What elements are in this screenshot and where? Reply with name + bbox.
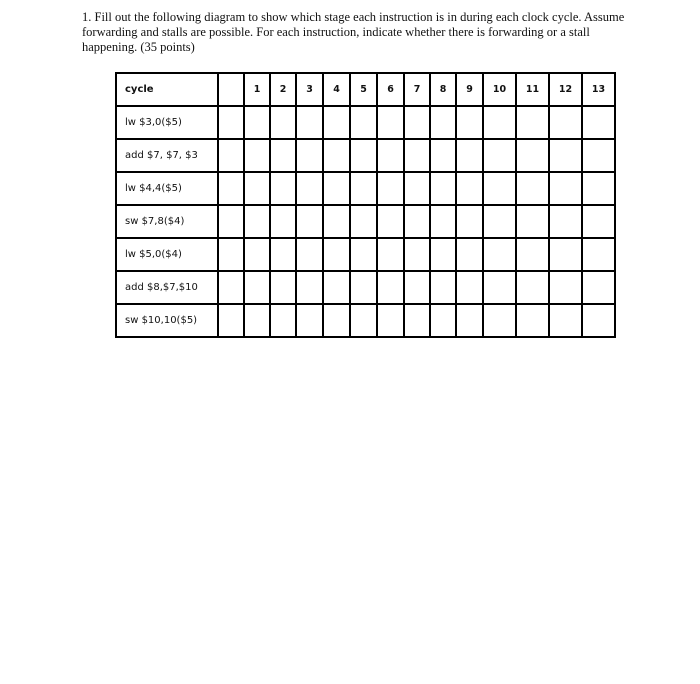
- stage-cell[interactable]: [377, 139, 404, 172]
- stage-cell[interactable]: [456, 304, 483, 337]
- stage-cell[interactable]: [549, 139, 582, 172]
- stage-cell[interactable]: [456, 238, 483, 271]
- cycle-header-9: 9: [456, 73, 483, 106]
- stage-cell[interactable]: [483, 172, 516, 205]
- cycle-header-11: 11: [516, 73, 549, 106]
- stage-cell[interactable]: [430, 172, 456, 205]
- stage-cell[interactable]: [456, 205, 483, 238]
- stage-cell[interactable]: [549, 106, 582, 139]
- stage-cell[interactable]: [296, 172, 323, 205]
- stage-cell[interactable]: [430, 205, 456, 238]
- stage-cell[interactable]: [483, 271, 516, 304]
- stage-cell[interactable]: [549, 238, 582, 271]
- stage-cell[interactable]: [270, 106, 296, 139]
- cycle-header-3: 3: [296, 73, 323, 106]
- stage-cell[interactable]: [377, 271, 404, 304]
- cycle-header-6: 6: [377, 73, 404, 106]
- stage-cell[interactable]: [350, 271, 377, 304]
- stage-cell[interactable]: [404, 271, 430, 304]
- stage-cell[interactable]: [582, 205, 615, 238]
- stage-cell[interactable]: [350, 238, 377, 271]
- row-spacer: [218, 304, 244, 337]
- instruction-row: [116, 205, 615, 238]
- pipeline-diagram-table: [115, 72, 616, 338]
- stage-cell[interactable]: [350, 205, 377, 238]
- stage-cell[interactable]: [323, 172, 350, 205]
- stage-cell[interactable]: [296, 238, 323, 271]
- stage-cell[interactable]: [244, 106, 270, 139]
- stage-cell[interactable]: [270, 139, 296, 172]
- instruction-label: sw $7,8($4): [116, 205, 218, 238]
- stage-cell[interactable]: [377, 238, 404, 271]
- stage-cell[interactable]: [516, 238, 549, 271]
- stage-cell[interactable]: [377, 205, 404, 238]
- stage-cell[interactable]: [483, 304, 516, 337]
- instruction-row: [116, 304, 615, 337]
- stage-cell[interactable]: [244, 205, 270, 238]
- stage-cell[interactable]: [296, 205, 323, 238]
- stage-cell[interactable]: [323, 106, 350, 139]
- stage-cell[interactable]: [582, 304, 615, 337]
- stage-cell[interactable]: [270, 304, 296, 337]
- stage-cell[interactable]: [296, 106, 323, 139]
- stage-cell[interactable]: [404, 304, 430, 337]
- instruction-label: lw $3,0($5): [116, 106, 218, 139]
- stage-cell[interactable]: [244, 271, 270, 304]
- stage-cell[interactable]: [377, 172, 404, 205]
- row-spacer: [218, 106, 244, 139]
- stage-cell[interactable]: [270, 172, 296, 205]
- stage-cell[interactable]: [350, 139, 377, 172]
- cycle-header-10: 10: [483, 73, 516, 106]
- stage-cell[interactable]: [244, 238, 270, 271]
- cycle-header-label: cycle: [116, 73, 218, 106]
- stage-cell[interactable]: [549, 172, 582, 205]
- stage-cell[interactable]: [404, 172, 430, 205]
- stage-cell[interactable]: [296, 271, 323, 304]
- cycle-header-12: 12: [549, 73, 582, 106]
- stage-cell[interactable]: [516, 304, 549, 337]
- cycle-header-5: 5: [350, 73, 377, 106]
- header-spacer: [218, 73, 244, 106]
- instruction-row: [116, 238, 615, 271]
- stage-cell[interactable]: [456, 172, 483, 205]
- instruction-label: lw $5,0($4): [116, 238, 218, 271]
- instruction-row: [116, 172, 615, 205]
- stage-cell[interactable]: [270, 271, 296, 304]
- stage-cell[interactable]: [323, 139, 350, 172]
- stage-cell[interactable]: [270, 205, 296, 238]
- instruction-label: add $8,$7,$10: [116, 271, 218, 304]
- cycle-header-4: 4: [323, 73, 350, 106]
- stage-cell[interactable]: [549, 205, 582, 238]
- stage-cell[interactable]: [377, 106, 404, 139]
- stage-cell[interactable]: [516, 106, 549, 139]
- stage-cell[interactable]: [270, 238, 296, 271]
- stage-cell[interactable]: [323, 205, 350, 238]
- stage-cell[interactable]: [516, 172, 549, 205]
- header-row: [116, 73, 615, 106]
- stage-cell[interactable]: [404, 106, 430, 139]
- instruction-label: lw $4,4($5): [116, 172, 218, 205]
- stage-cell[interactable]: [323, 304, 350, 337]
- stage-cell[interactable]: [582, 139, 615, 172]
- stage-cell[interactable]: [377, 304, 404, 337]
- stage-cell[interactable]: [456, 139, 483, 172]
- stage-cell[interactable]: [516, 139, 549, 172]
- stage-cell[interactable]: [582, 172, 615, 205]
- stage-cell[interactable]: [582, 106, 615, 139]
- stage-cell[interactable]: [456, 106, 483, 139]
- cycle-header-1: 1: [244, 73, 270, 106]
- instruction-label: sw $10,10($5): [116, 304, 218, 337]
- row-spacer: [218, 271, 244, 304]
- stage-cell[interactable]: [430, 304, 456, 337]
- stage-cell[interactable]: [430, 271, 456, 304]
- stage-cell[interactable]: [430, 238, 456, 271]
- stage-cell[interactable]: [549, 304, 582, 337]
- stage-cell[interactable]: [404, 205, 430, 238]
- instruction-row: [116, 271, 615, 304]
- stage-cell[interactable]: [483, 106, 516, 139]
- row-spacer: [218, 172, 244, 205]
- instruction-row: [116, 106, 615, 139]
- stage-cell[interactable]: [244, 139, 270, 172]
- stage-cell[interactable]: [483, 139, 516, 172]
- stage-cell[interactable]: [296, 304, 323, 337]
- stage-cell[interactable]: [323, 271, 350, 304]
- stage-cell[interactable]: [549, 271, 582, 304]
- instruction-label: add $7, $7, $3: [116, 139, 218, 172]
- stage-cell[interactable]: [296, 139, 323, 172]
- row-spacer: [218, 139, 244, 172]
- stage-cell[interactable]: [456, 271, 483, 304]
- cycle-header-2: 2: [270, 73, 296, 106]
- stage-cell[interactable]: [516, 205, 549, 238]
- stage-cell[interactable]: [323, 238, 350, 271]
- stage-cell[interactable]: [350, 172, 377, 205]
- stage-cell[interactable]: [582, 271, 615, 304]
- stage-cell[interactable]: [350, 106, 377, 139]
- stage-cell[interactable]: [404, 139, 430, 172]
- stage-cell[interactable]: [404, 238, 430, 271]
- stage-cell[interactable]: [244, 304, 270, 337]
- stage-cell[interactable]: [350, 304, 377, 337]
- stage-cell[interactable]: [582, 238, 615, 271]
- row-spacer: [218, 238, 244, 271]
- stage-cell[interactable]: [430, 106, 456, 139]
- stage-cell[interactable]: [430, 139, 456, 172]
- stage-cell[interactable]: [483, 205, 516, 238]
- cycle-header-7: 7: [404, 73, 430, 106]
- cycle-header-8: 8: [430, 73, 456, 106]
- stage-cell[interactable]: [516, 271, 549, 304]
- instruction-row: [116, 139, 615, 172]
- question-text: 1. Fill out the following diagram to show which stage each instruction is in during each clock cycle. Assume forwarding and stalls are possible. For each instruction, indicate whether there is forwarding or a stall happening. (35 points): [82, 10, 625, 54]
- cycle-header-13: 13: [582, 73, 615, 106]
- stage-cell[interactable]: [244, 172, 270, 205]
- row-spacer: [218, 205, 244, 238]
- stage-cell[interactable]: [483, 238, 516, 271]
